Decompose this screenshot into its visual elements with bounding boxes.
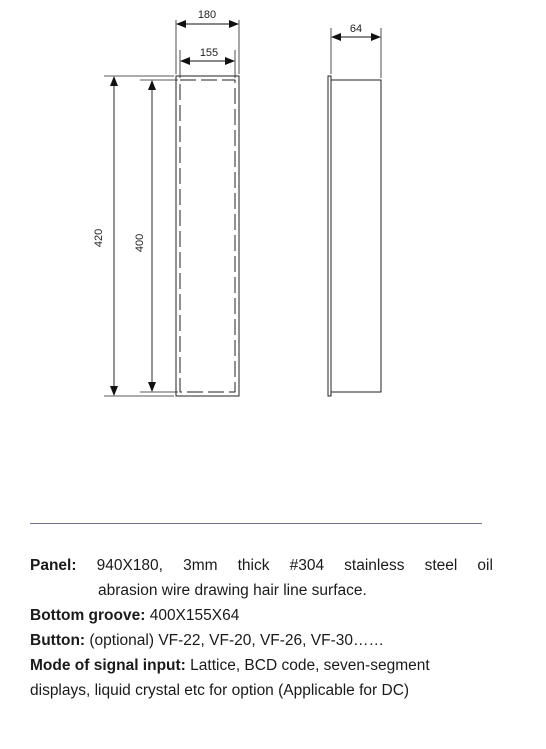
- dimension-label-400: 400: [134, 233, 146, 253]
- specifications: [30, 553, 530, 703]
- front-outer-outline: [176, 76, 239, 396]
- spec-panel-text-2: abrasion wire drawing hair line surface.: [98, 582, 367, 599]
- dimension-depth: [331, 23, 381, 78]
- spec-button-label: Button:: [30, 632, 86, 649]
- spec-bottom-groove-label: Bottom groove:: [30, 607, 146, 624]
- spec-panel-word: 940X180,: [96, 557, 163, 574]
- spec-bottom-groove: [30, 603, 530, 628]
- spec-signal-label: Mode of signal input:: [30, 657, 186, 674]
- dimension-label-420: 420: [93, 228, 105, 248]
- spec-panel-label: Panel:: [30, 557, 77, 574]
- side-view: [328, 76, 381, 396]
- dimension-label-64: 64: [349, 23, 363, 35]
- spec-button-value: (optional) VF-22, VF-20, VF-26, VF-30……: [85, 632, 384, 649]
- spec-panel-word: thick: [237, 557, 270, 574]
- dimension-label-155: 155: [199, 47, 219, 59]
- spec-signal-value-2: displays, liquid crystal etc for option (Applicable for DC): [30, 682, 410, 699]
- spec-panel-line1: [30, 553, 493, 578]
- dimension-width-outer: [176, 9, 239, 74]
- section-divider: [30, 523, 482, 524]
- spec-panel-word: stainless: [344, 557, 405, 574]
- spec-signal-input-line2: [30, 678, 530, 703]
- spec-panel-word: 3mm: [183, 557, 218, 574]
- side-box-body: [331, 80, 381, 392]
- dimension-height-inner: [134, 80, 178, 392]
- dimension-width-inner: [180, 47, 235, 78]
- front-view: [176, 76, 239, 396]
- front-inner-outline: [180, 80, 235, 392]
- spec-panel-word: steel: [424, 557, 458, 574]
- spec-panel-word: oil: [477, 557, 493, 574]
- spec-signal-input: [30, 653, 530, 678]
- spec-button: [30, 628, 530, 653]
- spec-panel-word: #304: [289, 557, 325, 574]
- spec-bottom-groove-value: 400X155X64: [145, 607, 240, 624]
- dimension-label-180: 180: [197, 9, 217, 21]
- spec-signal-value: Lattice, BCD code, seven-segment: [185, 657, 430, 674]
- spec-panel-line2: [30, 578, 530, 603]
